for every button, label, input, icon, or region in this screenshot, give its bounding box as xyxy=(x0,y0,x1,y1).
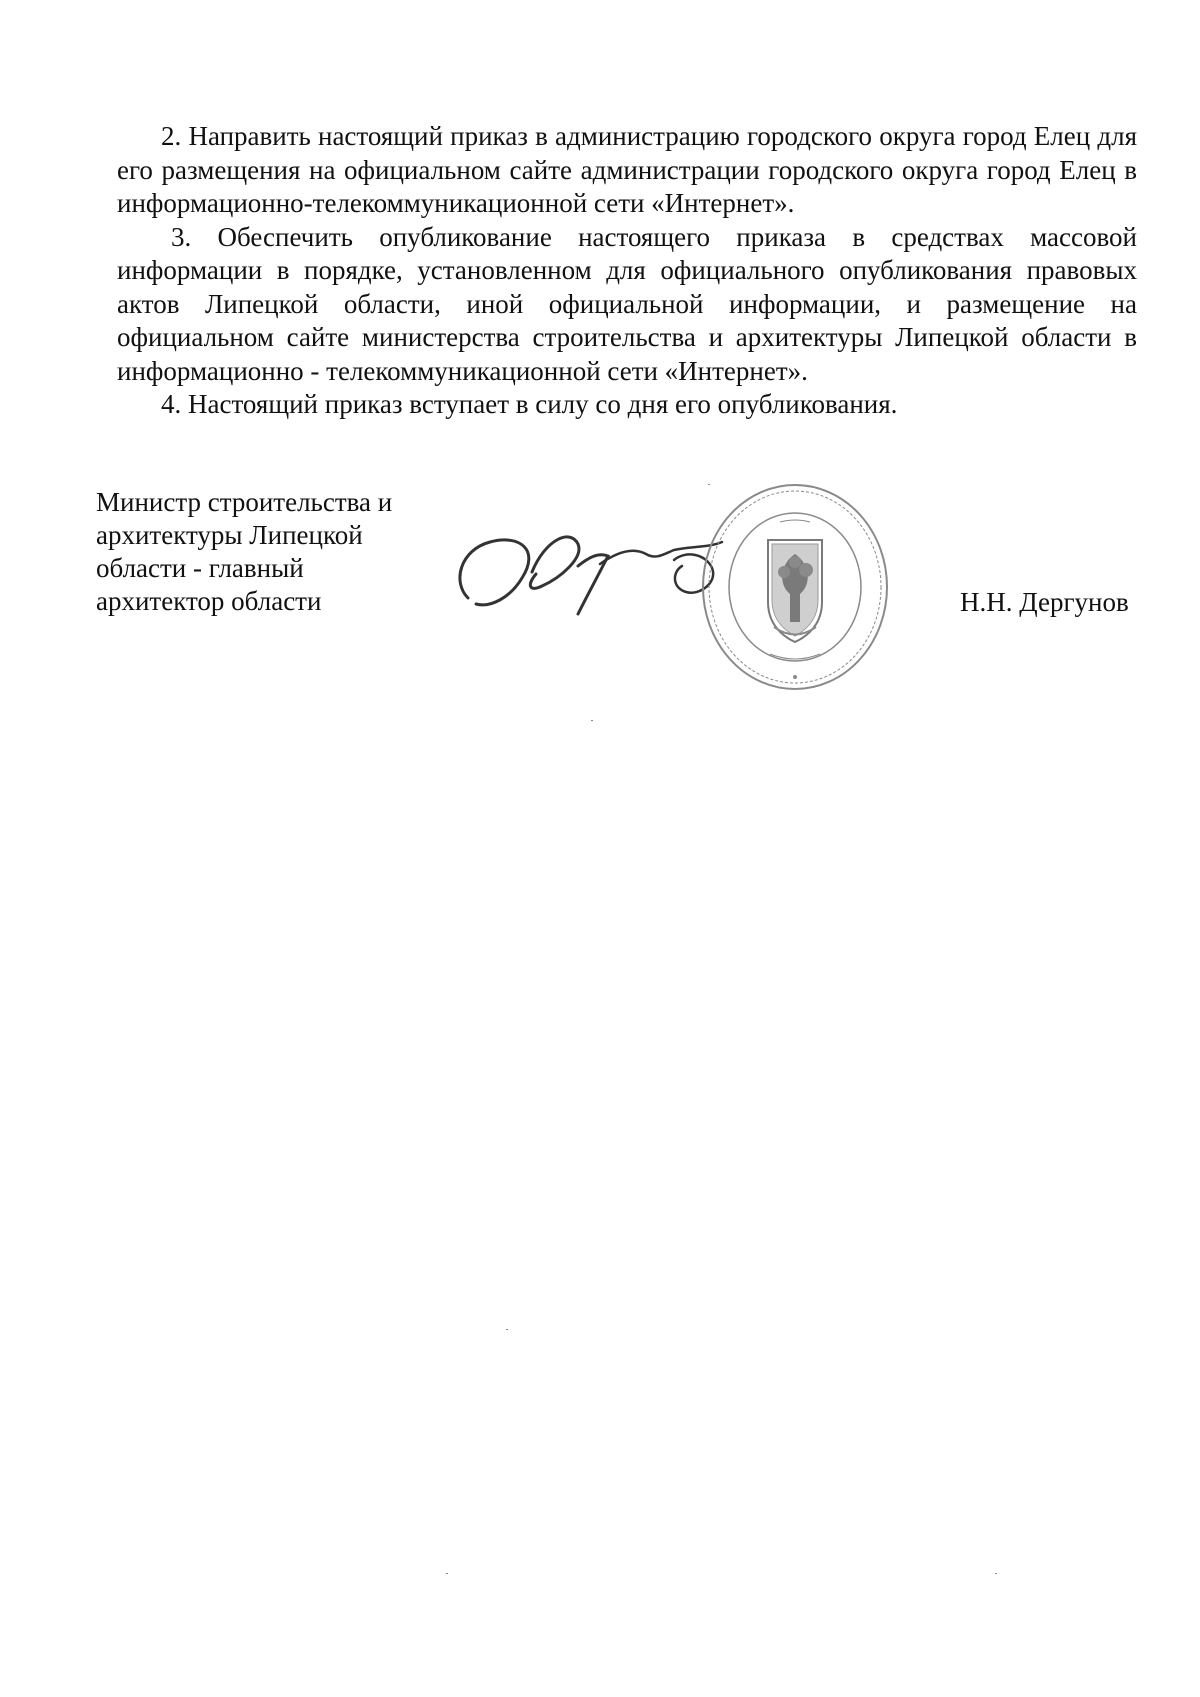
signer-name: Н.Н. Дергунов xyxy=(960,587,1129,617)
signer-title: Министр строительства и архитектуры Липецкой области - главный архитектор области xyxy=(96,487,393,616)
scan-speck xyxy=(446,1573,448,1574)
scan-speck xyxy=(708,484,710,485)
scan-speck xyxy=(506,1329,508,1330)
paragraph-3: 3. Обеспечить опубликование настоящего приказа в средствах массовой информации в порядке, установленном для официального опубликования правовых актов Липецкой области, иной официальной информации, и размещение на официальном сайте министерства строительства и архитектуры Липецкой области в информационно - телекоммуникационной сети «Интернет». xyxy=(117,221,1137,386)
scan-speck xyxy=(591,720,593,721)
paragraph-2: 2. Направить настоящий приказ в администрацию городского округа город Елец для его размещения на официальном сайте администрации городского округа город Елец в информационно-телекоммуникационной сети «Интернет». xyxy=(117,121,1137,218)
document-body xyxy=(117,120,1137,422)
scan-speck xyxy=(995,1573,997,1574)
official-seal xyxy=(700,482,890,692)
paragraph-4: 4. Настоящий приказ вступает в силу со дня его опубликования. xyxy=(161,389,898,419)
